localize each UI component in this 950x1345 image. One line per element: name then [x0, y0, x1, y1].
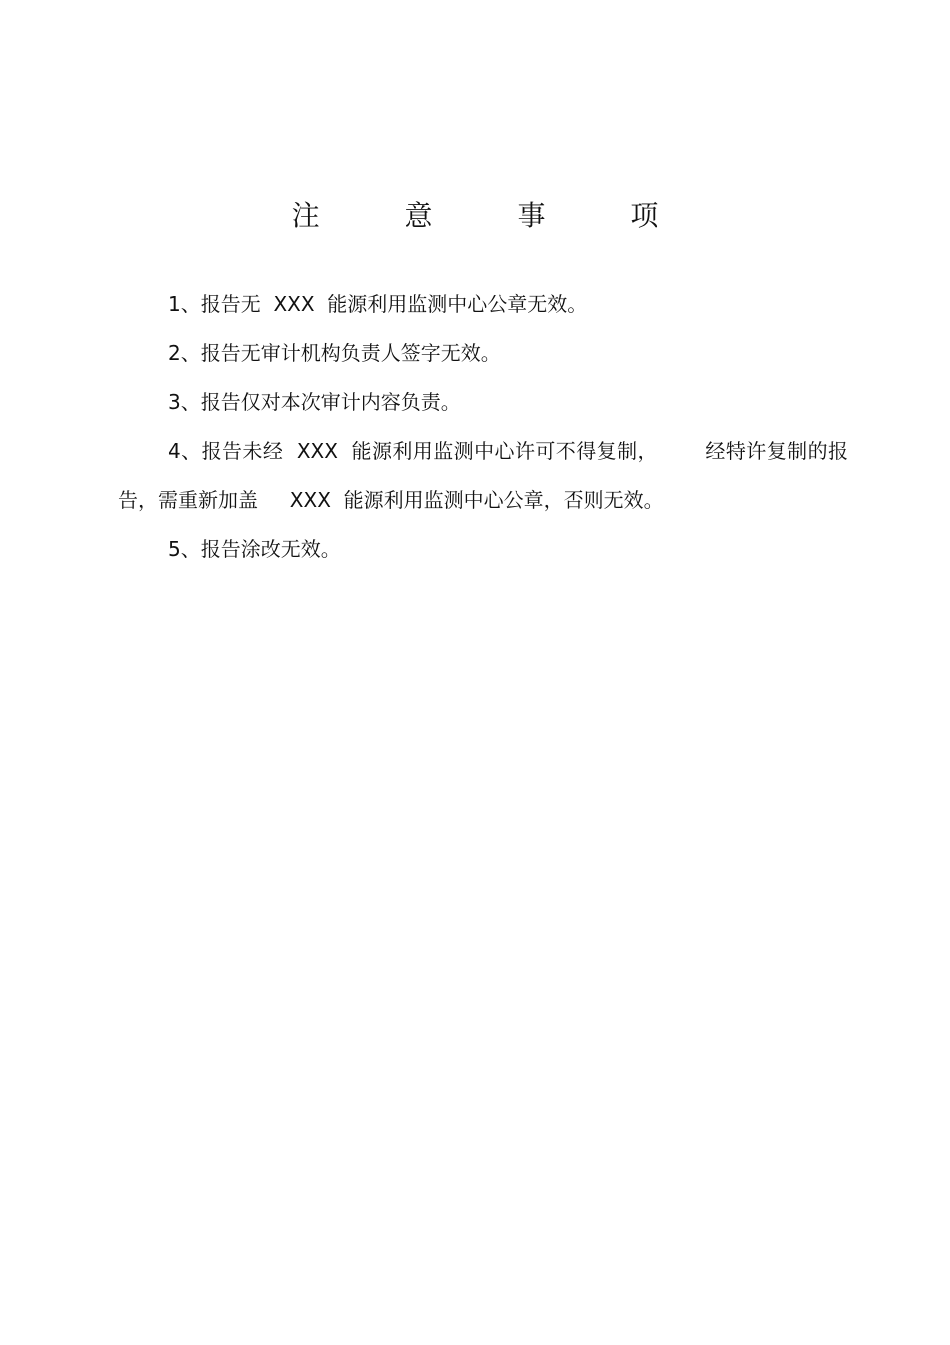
note-item-1: 1、报告无 XXX 能源利用监测中心公章无效。 [168, 292, 588, 316]
note-item-2: 2、报告无审计机构负责人签字无效。 [168, 341, 501, 365]
note-item-3: 3、报告仅对本次审计内容负责。 [168, 390, 461, 414]
note-item-5: 5、报告涂改无效。 [168, 537, 341, 561]
page-title: 注 意 事 项 [291, 199, 697, 232]
note-item-4: 4、报告未经 XXX 能源利用监测中心许可不得复制， 经特许复制的报告，需重新加盖 XXX 能源利用监测中心公章，否则无效。 [118, 439, 848, 512]
notes-list [118, 280, 848, 574]
